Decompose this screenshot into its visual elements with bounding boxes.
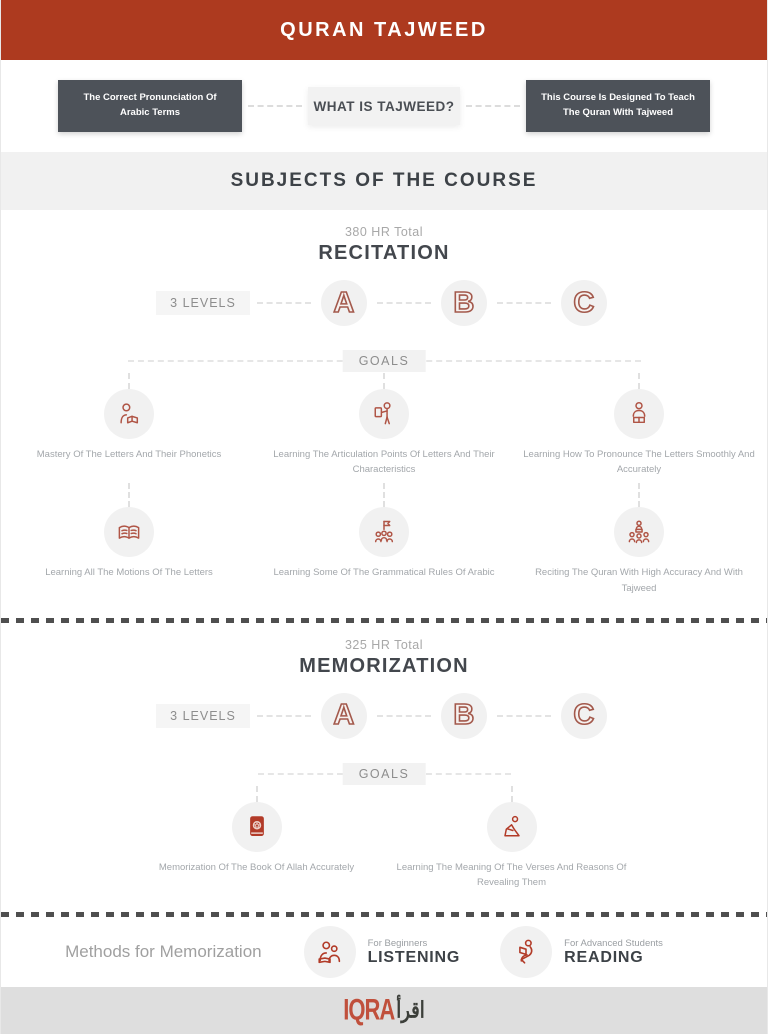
footer-band [1, 987, 767, 1034]
level-a-letter: A [333, 699, 355, 732]
memorization-section [1, 623, 767, 890]
method-text [564, 938, 663, 967]
listening-icon [315, 937, 345, 967]
recitation-hours: 380 HR Total [344, 225, 424, 239]
goal-item [266, 373, 502, 477]
memorization-hours: 325 HR Total [344, 637, 424, 652]
goal-item [384, 786, 639, 890]
articulation-teacher-icon [370, 400, 398, 428]
level-dash [377, 302, 431, 304]
methods-row [1, 917, 767, 987]
iqra-logo [343, 992, 425, 1027]
level-dash [377, 715, 431, 717]
level-c-circle [561, 280, 607, 326]
level-b-letter: B [453, 286, 475, 319]
levels-badge: 3 LEVELS [156, 704, 250, 728]
levels-badge: 3 LEVELS [156, 291, 250, 315]
iqra-logo-text: IQRA [343, 992, 395, 1027]
goal-caption: Reciting The Quran With High Accuracy And With Tajweed [535, 567, 743, 594]
method-audience: For Beginners [367, 937, 428, 949]
goal-icon-circle [359, 507, 409, 557]
goal-caption: Learning The Articulation Points Of Letters And Their Characteristics [273, 449, 495, 476]
group-recitation-icon [625, 518, 653, 546]
level-dash [497, 302, 551, 304]
kneeling-reader-icon [498, 813, 526, 841]
goal-item [521, 477, 757, 595]
recitation-goals-row-1 [1, 373, 767, 477]
intro-center-box: WHAT IS TAJWEED? [308, 87, 460, 125]
intro-right-box: This Course Is Designed To Teach The Quran With Tajweed [526, 80, 710, 132]
goal-caption: Learning How To Pronounce The Letters Smoothly And Accurately [523, 449, 755, 476]
goal-icon-circle [487, 802, 537, 852]
grammar-group-icon [370, 518, 398, 546]
method-text [368, 938, 461, 967]
goal-caption: Memorization Of The Book Of Allah Accurately [158, 861, 355, 873]
level-c-letter: C [573, 699, 595, 732]
method-item-reading [500, 926, 663, 978]
quran-book-icon [243, 813, 271, 841]
method-item-listening [304, 926, 461, 978]
method-icon-circle [304, 926, 356, 978]
method-name: LISTENING [367, 948, 461, 966]
method-audience: For Advanced Students [564, 937, 663, 949]
intro-left-box: The Correct Pronunciation Of Arabic Terms [58, 80, 242, 132]
reading-icon [511, 937, 541, 967]
goal-item [266, 477, 502, 595]
goal-item [129, 786, 384, 890]
intro-left-connector [248, 105, 302, 107]
goal-icon-circle [614, 507, 664, 557]
level-dash [257, 302, 311, 304]
subjects-banner [1, 152, 767, 210]
recitation-title: RECITATION [318, 242, 450, 264]
level-dash [497, 715, 551, 717]
connector-stub [511, 786, 513, 802]
goal-icon-circle [614, 389, 664, 439]
goal-icon-circle [104, 507, 154, 557]
connector-stub [638, 373, 640, 389]
method-icon-circle [500, 926, 552, 978]
goal-item [521, 373, 757, 477]
level-b-letter: B [453, 699, 475, 732]
level-a-letter: A [333, 286, 355, 319]
level-c-letter: C [573, 286, 595, 319]
goal-caption: Learning Some Of The Grammatical Rules Of Arabic [273, 567, 495, 579]
memorization-goals-connector [1, 763, 767, 786]
connector-stub [128, 373, 130, 389]
connector-stub [128, 483, 130, 507]
recitation-levels-row [1, 279, 767, 327]
level-b-circle [441, 280, 487, 326]
goal-icon-circle [232, 802, 282, 852]
method-name: READING [564, 948, 644, 966]
connector-stub [383, 483, 385, 507]
pronouncing-person-icon [625, 400, 653, 428]
level-a-circle [321, 693, 367, 739]
level-b-circle [441, 693, 487, 739]
goal-item [11, 477, 247, 595]
connector-stub [256, 786, 258, 802]
memorization-goals-row [1, 786, 767, 890]
memorization-goals-badge: GOALS [343, 763, 426, 785]
goal-caption: Learning All The Motions Of The Letters [45, 567, 213, 579]
open-book-icon [115, 518, 143, 546]
intro-row [1, 60, 767, 152]
memorization-title: MEMORIZATION [299, 654, 469, 677]
level-c-circle [561, 693, 607, 739]
level-a-circle [321, 280, 367, 326]
header-banner [1, 0, 767, 60]
subjects-banner-title: SUBJECTS OF THE COURSE [230, 170, 538, 191]
connector-stub [383, 373, 385, 389]
methods-title: Methods for Memorization [65, 942, 262, 962]
goal-icon-circle [359, 389, 409, 439]
goal-caption: Mastery Of The Letters And Their Phonetics [36, 449, 222, 460]
level-dash [257, 715, 311, 717]
intro-right-connector [466, 105, 520, 107]
student-with-book-icon [115, 400, 143, 428]
goal-item [11, 373, 247, 477]
recitation-goals-connector [1, 350, 767, 373]
recitation-goals-badge: GOALS [343, 350, 426, 372]
page-title: QURAN TAJWEED [280, 18, 488, 41]
recitation-section [1, 210, 767, 596]
goal-caption: Learning The Meaning Of The Verses And Reasons Of Revealing Them [396, 861, 627, 888]
recitation-goals-row-2 [1, 477, 767, 595]
memorization-levels-row [1, 692, 767, 740]
goal-icon-circle [104, 389, 154, 439]
connector-stub [638, 483, 640, 507]
iqra-logo-arabic: اقرأ [396, 996, 425, 1022]
